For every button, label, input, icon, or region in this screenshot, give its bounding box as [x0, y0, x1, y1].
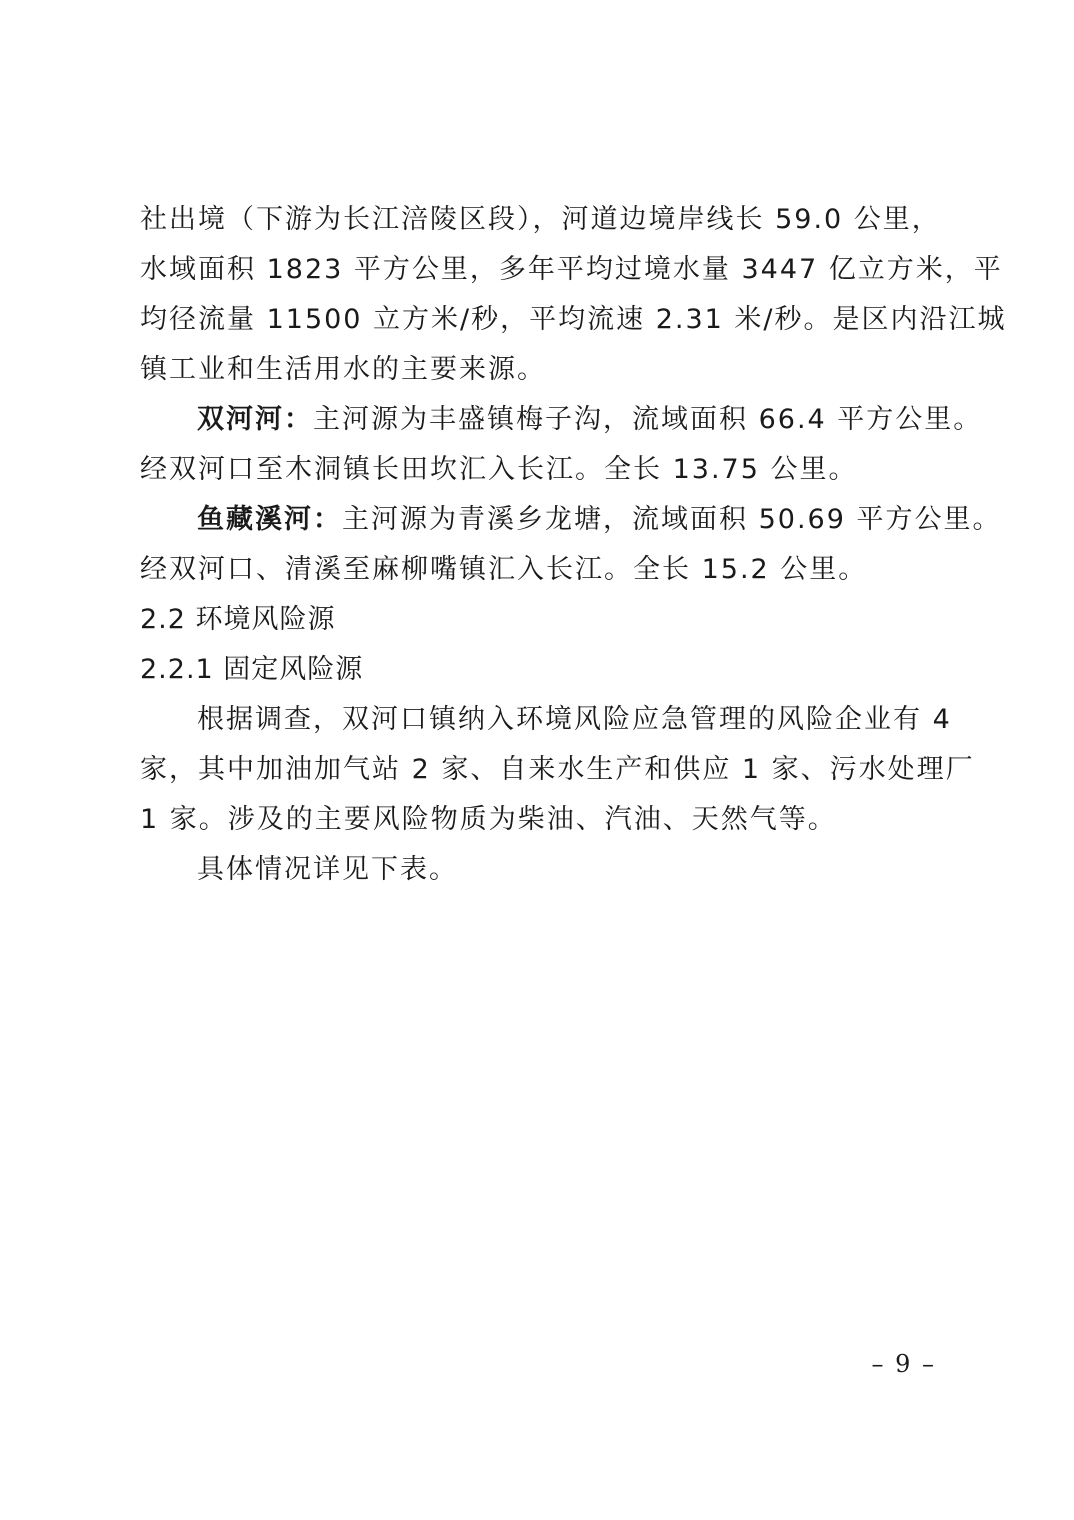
table-reference-note: 具体情况详见下表。 — [197, 854, 458, 885]
text-line: 镇工业和生活用水的主要来源。 — [140, 354, 546, 385]
text-line: 均径流量 11500 立方米/秒，平均流速 2.31 米/秒。是区内沿江城 — [140, 304, 1007, 335]
page-body — [140, 195, 1007, 895]
text-line: 家，其中加油加气站 2 家、自来水生产和供应 1 家、污水处理厂 — [140, 754, 975, 785]
section-heading: 2.2 环境风险源 — [140, 604, 336, 635]
paragraph-shuanghe-river — [140, 395, 983, 495]
text-line: 经双河口、清溪至麻柳嘴镇汇入长江。全长 15.2 公里。 — [140, 554, 868, 585]
river-name-shuanghe: 双河河： — [197, 404, 313, 435]
river-description: 主河源为丰盛镇梅子沟，流域面积 66.4 平方公里。 — [313, 404, 983, 435]
paragraph-yuzangxi-river — [140, 495, 1002, 595]
text-line: 水域面积 1823 平方公里，多年平均过境水量 3447 亿立方米，平 — [140, 254, 1003, 285]
paragraph-risk-enterprises — [140, 695, 975, 845]
text-line — [140, 395, 983, 445]
river-description: 主河源为青溪乡龙塘，流域面积 50.69 平方公里。 — [342, 504, 1002, 535]
paragraph-yangtze — [140, 195, 1007, 395]
text-line — [140, 495, 1002, 545]
river-name-yuzangxi: 鱼藏溪河： — [197, 504, 342, 535]
text-line: 经双河口至木洞镇长田坎汇入长江。全长 13.75 公里。 — [140, 454, 858, 485]
text-line: 1 家。涉及的主要风险物质为柴油、汽油、天然气等。 — [140, 804, 837, 835]
subsection-heading: 2.2.1 固定风险源 — [140, 654, 364, 685]
text-line: 根据调查，双河口镇纳入环境风险应急管理的风险企业有 4 — [197, 704, 952, 735]
text-line: 社出境（下游为长江涪陵区段），河道边境岸线长 59.0 公里， — [140, 204, 941, 235]
page-number: – 9 – — [871, 1350, 936, 1378]
